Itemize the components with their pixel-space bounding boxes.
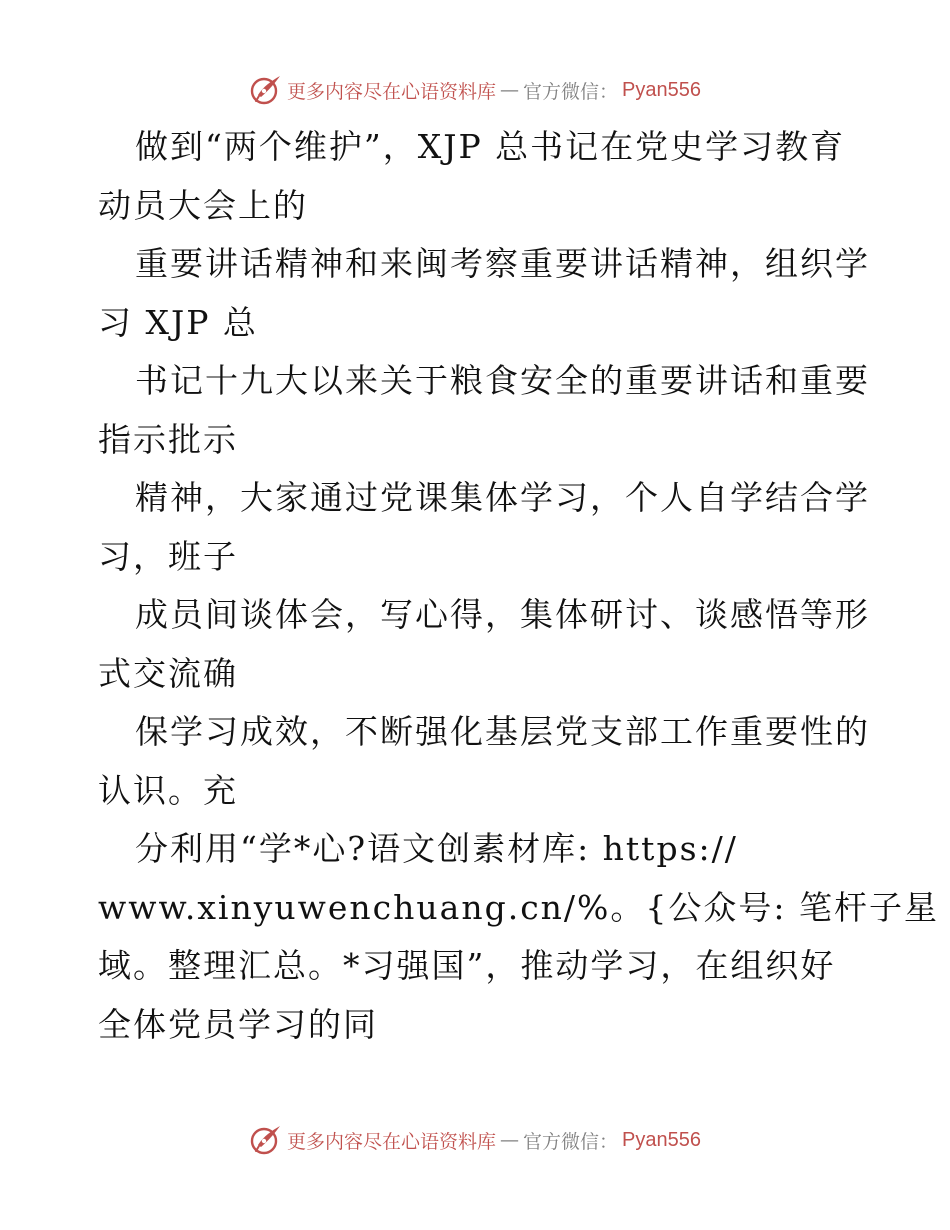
- text-line: 分利用“学*心?语文创素材库: https://: [135, 829, 738, 868]
- text-line: 习，班子: [98, 536, 238, 576]
- quill-logo-icon: [249, 1123, 283, 1157]
- watermark-wechat-label: 官方微信：: [523, 1130, 619, 1153]
- text-line: 做到“两个维护”，XJP 总书记在党史学习教育: [135, 127, 846, 166]
- page-header-watermark: [0, 70, 950, 110]
- text-line: 书记十九大以来关于粮食安全的重要讲话和重要: [135, 361, 870, 400]
- text-line: 域。整理汇总。*习强国”，推动学习，在组织好: [98, 946, 836, 985]
- quill-logo-icon: [249, 73, 283, 107]
- text-line: 认识。充: [98, 770, 238, 810]
- text-line: 精神，大家通过党课集体学习，个人自学结合学: [135, 478, 870, 517]
- text-line: 指示批示: [98, 419, 238, 459]
- text-line: 重要讲话精神和来闽考察重要讲话精神，组织学: [135, 244, 870, 283]
- text-line: www.xinyuwenchuang.cn/%。{公众号: 笔杆子星: [98, 887, 940, 927]
- text-line: 全体党员学习的同: [98, 1004, 378, 1044]
- text-line: 保学习成效，不断强化基层党支部工作重要性的: [135, 712, 870, 751]
- document-body: [98, 118, 940, 1054]
- watermark-wechat-id: Pyan556: [622, 1128, 701, 1151]
- watermark-wechat-id: Pyan556: [622, 78, 701, 101]
- watermark-brand: [249, 1123, 701, 1157]
- watermark-separator: —: [500, 79, 520, 101]
- watermark-brand-text: 更多内容尽在心语资料库: [287, 80, 497, 103]
- watermark-wechat-label: 官方微信：: [523, 80, 619, 103]
- text-line: 成员间谈体会，写心得，集体研讨、谈感悟等形: [135, 595, 870, 634]
- page-footer-watermark: [0, 1120, 950, 1160]
- watermark-brand: [249, 73, 701, 107]
- watermark-brand-text: 更多内容尽在心语资料库: [287, 1130, 497, 1153]
- text-line: 式交流确: [98, 653, 238, 693]
- watermark-separator: —: [500, 1129, 520, 1151]
- text-line: 习 XJP 总: [98, 302, 258, 342]
- text-line: 动员大会上的: [98, 185, 308, 225]
